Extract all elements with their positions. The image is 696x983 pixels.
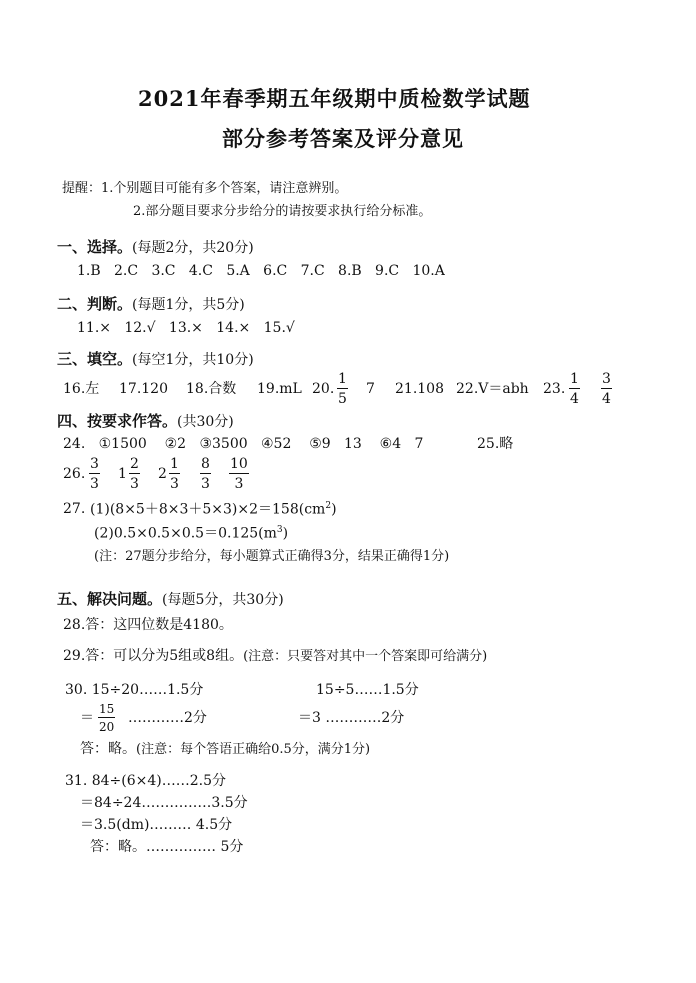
answer-22: 22.V＝abh xyxy=(456,381,529,397)
fraction-denominator: 4 xyxy=(570,391,579,407)
tips-line-1 xyxy=(62,182,347,195)
fraction-numerator: 8 xyxy=(201,456,210,472)
answer-26-fraction-2 xyxy=(129,457,140,491)
fraction-denominator: 20 xyxy=(99,720,115,734)
section2-title: 二、判断。 xyxy=(57,295,133,313)
section4-heading xyxy=(57,414,234,429)
answer-1: 1.B xyxy=(77,263,101,279)
answer-31-line-2: ＝84÷24……………3.5分 xyxy=(80,795,248,811)
answer-26-fraction-1 xyxy=(89,457,100,491)
answer-3: 3.C xyxy=(151,263,176,279)
section3-note: (每空1分，共10分) xyxy=(132,352,254,368)
answer-30-answer xyxy=(80,742,370,756)
fraction-denominator: 3 xyxy=(130,476,139,492)
answer-18: 18.合数 xyxy=(186,381,237,397)
tips-text-1: 1.个别题目可能有多个答案，请注意辨别。 xyxy=(101,181,348,196)
answer-20-label: 20. xyxy=(312,381,335,397)
answer-30-fraction xyxy=(98,703,115,733)
unit-exponent: 3 xyxy=(276,525,283,535)
section2-note: (每题1分，共5分) xyxy=(132,297,245,313)
answer-24-label: 24. xyxy=(63,436,86,452)
answer-27-line-1-text: (1)(8×5＋8×3＋5×3)×2＝158(cm xyxy=(90,501,326,518)
answer-30-line-1b: 15÷5……1.5分 xyxy=(316,682,419,698)
section5-note: (每题5分，共30分) xyxy=(162,592,284,608)
answer-26-fraction-4 xyxy=(200,457,211,491)
answer-12: 12.√ xyxy=(124,320,156,336)
section2-answers xyxy=(77,321,295,335)
answer-14: 14.× xyxy=(216,320,251,336)
tips-label: 提醒： xyxy=(62,181,102,196)
answer-27-line-1 xyxy=(90,502,337,517)
answer-27-line-2-end: ) xyxy=(282,525,289,542)
fraction-numerator: 1 xyxy=(570,371,579,387)
fraction-numerator: 3 xyxy=(602,371,611,387)
answer-23-fraction-b xyxy=(601,372,612,406)
answer-26-whole-3: 2 xyxy=(158,466,167,482)
answer-27-label: 27. xyxy=(63,501,86,517)
answer-2: 2.C xyxy=(114,263,139,279)
answer-24-item-2: ②2 xyxy=(164,436,187,452)
section3-title: 三、填空。 xyxy=(57,350,133,368)
fraction-numerator: 1 xyxy=(170,456,179,472)
answer-10: 10.A xyxy=(412,263,445,279)
fraction-numerator: 10 xyxy=(230,456,248,472)
tips-line-2: 2.部分题目要求分步给分的请按要求执行给分标准。 xyxy=(133,204,432,219)
section1-title: 一、选择。 xyxy=(57,238,133,256)
answer-24-item-8: 7 xyxy=(414,436,424,452)
answer-28: 28.答：这四位数是4180。 xyxy=(63,617,233,633)
section4-note: (共30分) xyxy=(177,414,234,430)
answer-25: 25.略 xyxy=(477,436,514,452)
answer-16: 16.左 xyxy=(63,381,100,397)
answer-24-item-1: ①1500 xyxy=(98,436,147,452)
answer-27-note: (注：27题分步给分，每小题算式正确得3分，结果正确得1分) xyxy=(94,549,450,564)
section1-note: (每题2分，共20分) xyxy=(132,240,254,256)
answer-5: 5.A xyxy=(226,263,250,279)
section1-heading xyxy=(57,240,254,255)
answer-29 xyxy=(63,649,487,663)
answer-20-extra: 7 xyxy=(366,381,375,397)
answer-13: 13.× xyxy=(168,320,203,336)
fraction-denominator: 3 xyxy=(170,476,179,492)
answer-31-line-1: 31. 84÷(6×4)……2.5分 xyxy=(65,773,226,789)
answer-26-fraction-3 xyxy=(169,457,180,491)
page-subtitle: 部分参考答案及评分意见 xyxy=(222,126,464,151)
answer-24-item-3: ③3500 xyxy=(199,436,248,452)
section5-heading xyxy=(57,592,284,607)
answer-19: 19.mL xyxy=(257,381,302,397)
fraction-numerator: 2 xyxy=(130,456,139,472)
answer-30-answer-text: 答：略。 xyxy=(80,741,136,757)
section5-title: 五、解决问题。 xyxy=(57,590,163,608)
answer-15: 15.√ xyxy=(263,320,295,336)
answer-26-whole-2: 1 xyxy=(118,466,127,482)
fraction-denominator: 3 xyxy=(90,476,99,492)
answer-7: 7.C xyxy=(300,263,325,279)
fraction-denominator: 5 xyxy=(338,391,347,407)
answer-27-line-2-text: (2)0.5×0.5×0.5＝0.125(m xyxy=(94,525,277,542)
answer-8: 8.B xyxy=(338,263,362,279)
section3-heading xyxy=(57,352,254,367)
unit-exponent: 2 xyxy=(325,501,332,511)
section2-heading xyxy=(57,297,245,312)
section1-answers xyxy=(77,264,445,278)
answer-26-label: 26. xyxy=(63,466,86,482)
answer-24-item-5: ⑤9 xyxy=(309,436,331,452)
fraction-numerator: 15 xyxy=(99,702,115,716)
answer-4: 4.C xyxy=(188,263,213,279)
answer-27-line-1-end: ) xyxy=(331,501,337,518)
answer-31-line-3: ＝3.5(dm)……… 4.5分 xyxy=(80,817,233,833)
fraction-numerator: 1 xyxy=(338,371,347,387)
answer-23-fraction-a xyxy=(569,372,580,406)
answer-20-fraction xyxy=(337,372,348,406)
answer-24-item-7: ⑥4 xyxy=(379,436,402,452)
answer-30-line-2b: ＝3 …………2分 xyxy=(298,710,405,726)
answer-29-text: 29.答：可以分为5组或8组。 xyxy=(63,648,244,664)
fraction-denominator: 3 xyxy=(234,476,244,492)
section4-title: 四、按要求作答。 xyxy=(57,412,178,430)
answer-30-line-2a-points: …………2分 xyxy=(128,710,207,726)
fraction-denominator: 3 xyxy=(201,476,210,492)
fraction-numerator: 3 xyxy=(90,456,99,472)
answer-23-label: 23. xyxy=(543,381,566,397)
page-title: 2021年春季期五年级期中质检数学试题 xyxy=(138,86,531,111)
answer-30-line-1a: 30. 15÷20……1.5分 xyxy=(65,682,204,698)
answer-24 xyxy=(63,437,423,451)
answer-30-note: (注意：每个答语正确给0.5分，满分1分) xyxy=(136,742,371,757)
answer-21: 21.108 xyxy=(395,381,444,397)
answer-26-fraction-5 xyxy=(229,457,249,491)
answer-9: 9.C xyxy=(375,263,400,279)
answer-29-note: (注意：只要答对其中一个答案即可给满分) xyxy=(243,649,488,664)
answer-17: 17.120 xyxy=(119,381,168,397)
answer-6: 6.C xyxy=(263,263,288,279)
answer-30-equals: ＝ xyxy=(80,710,94,726)
fraction-denominator: 4 xyxy=(602,391,611,407)
answer-24-item-4: ④52 xyxy=(261,436,292,452)
answer-24-item-6: 13 xyxy=(344,436,362,452)
answer-11: 11.× xyxy=(77,320,111,336)
answer-27-line-2 xyxy=(94,526,288,541)
answer-31-line-4: 答：略。…………… 5分 xyxy=(90,839,244,855)
